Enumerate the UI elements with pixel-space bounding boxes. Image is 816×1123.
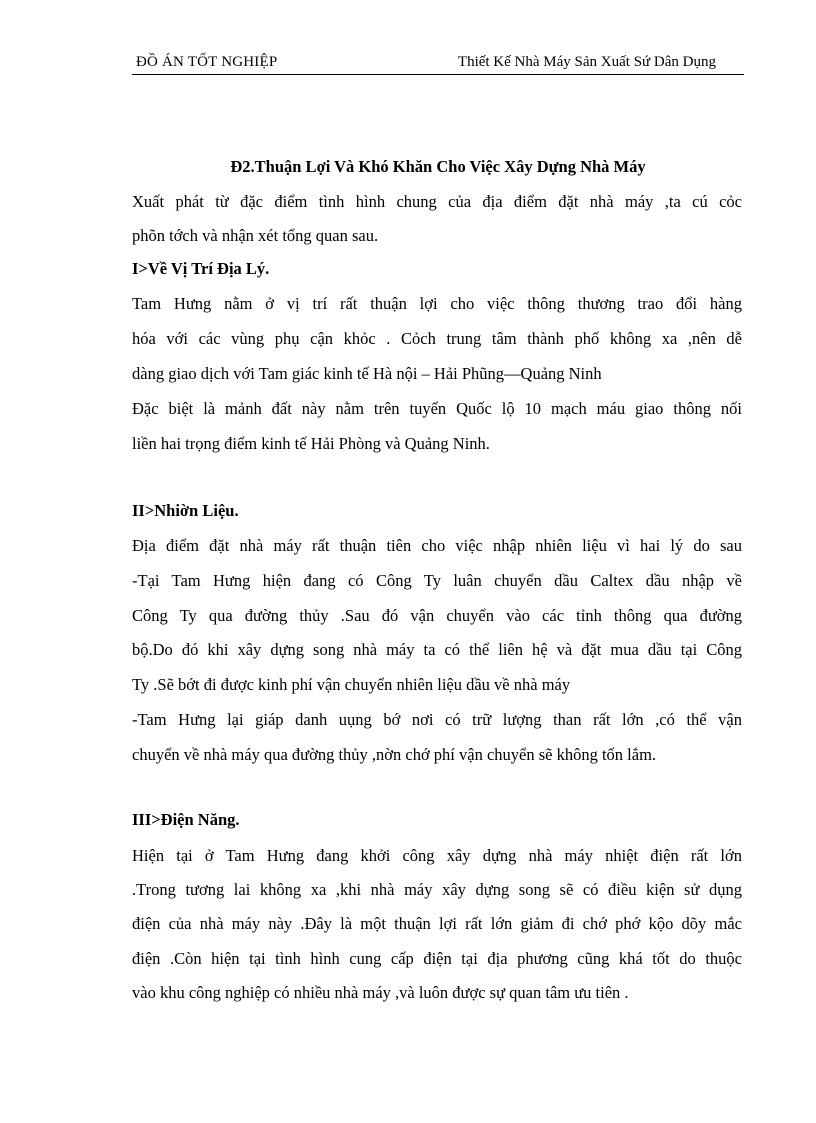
paragraph-line: hóa với các vùng phụ cận khỏc . Cỏch trung tâm thành phố không xa ,nên dễ <box>132 329 742 348</box>
paragraph-line: Công Ty qua đường thủy .Sau đó vận chuyển vào các tỉnh thông qua đường <box>132 606 742 625</box>
paragraph-line: vào khu công nghiệp có nhiều nhà máy ,và luôn được sự quan tâm ưu tiên . <box>132 983 629 1002</box>
section-heading: II>Nhiờn Liệu. <box>132 501 239 520</box>
paragraph-line: bộ.Do đó khi xây dựng song nhà máy ta có thể liên hệ và đặt mua dầu tại Công <box>132 640 742 659</box>
paragraph-line: Tam Hưng nằm ở vị trí rất thuận lợi cho việc thông thương trao đổi hàng <box>132 294 742 313</box>
paragraph-line: Đặc biệt là mảnh đất này nằm trên tuyến Quốc lộ 10 mạch máu giao thông nối <box>132 399 742 418</box>
header-left-text: ĐỒ ÁN TỐT NGHIỆP <box>136 54 278 70</box>
section-heading: I>Về Vị Trí Địa Lý. <box>132 259 270 278</box>
paragraph-line: điện .Còn hiện tại tình hình cung cấp điện tại địa phương cũng khá tốt do thuộc <box>132 949 742 968</box>
section-heading: III>Điện Năng. <box>132 810 240 829</box>
paragraph-line: Xuất phát từ đặc điểm tình hình chung của địa điểm đặt nhà máy ,ta cú cỏc <box>132 192 742 211</box>
paragraph-line: dàng giao dịch với Tam giác kinh tế Hà nội – Hải Phũng—Quảng Ninh <box>132 364 602 383</box>
section-title: Đ2.Thuận Lợi Và Khó Khăn Cho Việc Xây Dựng Nhà Máy <box>230 157 646 176</box>
paragraph-line: .Trong tương lai không xa ,khi nhà máy xây dựng song sẽ có điều kiện sử dụng <box>132 880 742 899</box>
header-right-text: Thiết Kế Nhà Máy Sản Xuất Sứ Dân Dụng <box>457 54 716 70</box>
paragraph-line: Ty .Sẽ bớt đi được kinh phí vận chuyển nhiên liệu dầu về nhà máy <box>132 675 571 694</box>
paragraph-line: liền hai trọng điểm kinh tế Hải Phòng và Quảng Ninh. <box>132 434 490 453</box>
paragraph-line: điện của nhà máy này .Đây là một thuận lợi rất lớn giảm đi chớ phớ kộo dõy mắc <box>132 914 742 933</box>
paragraph-line: -Tam Hưng lại giáp danh uụng bớ nơi có trữ lượng than rất lớn ,có thể vận <box>132 710 742 729</box>
paragraph-line: phõn tớch và nhận xét tổng quan sau. <box>132 226 379 245</box>
paragraph-line: Địa điểm đặt nhà máy rất thuận tiên cho việc nhập nhiên liệu vì hai lý do sau <box>132 536 742 555</box>
paragraph-line: chuyển về nhà máy qua đường thủy ,nờn chớ phí vận chuyển sẽ không tốn lắm. <box>132 745 657 764</box>
paragraph-line: -Tại Tam Hưng hiện đang có Công Ty luân chuyển dầu Caltex dầu nhập về <box>132 571 742 590</box>
paragraph-line: Hiện tại ở Tam Hưng đang khởi công xây dựng nhà máy nhiệt điện rất lớn <box>132 846 742 865</box>
page-header <box>132 54 744 75</box>
